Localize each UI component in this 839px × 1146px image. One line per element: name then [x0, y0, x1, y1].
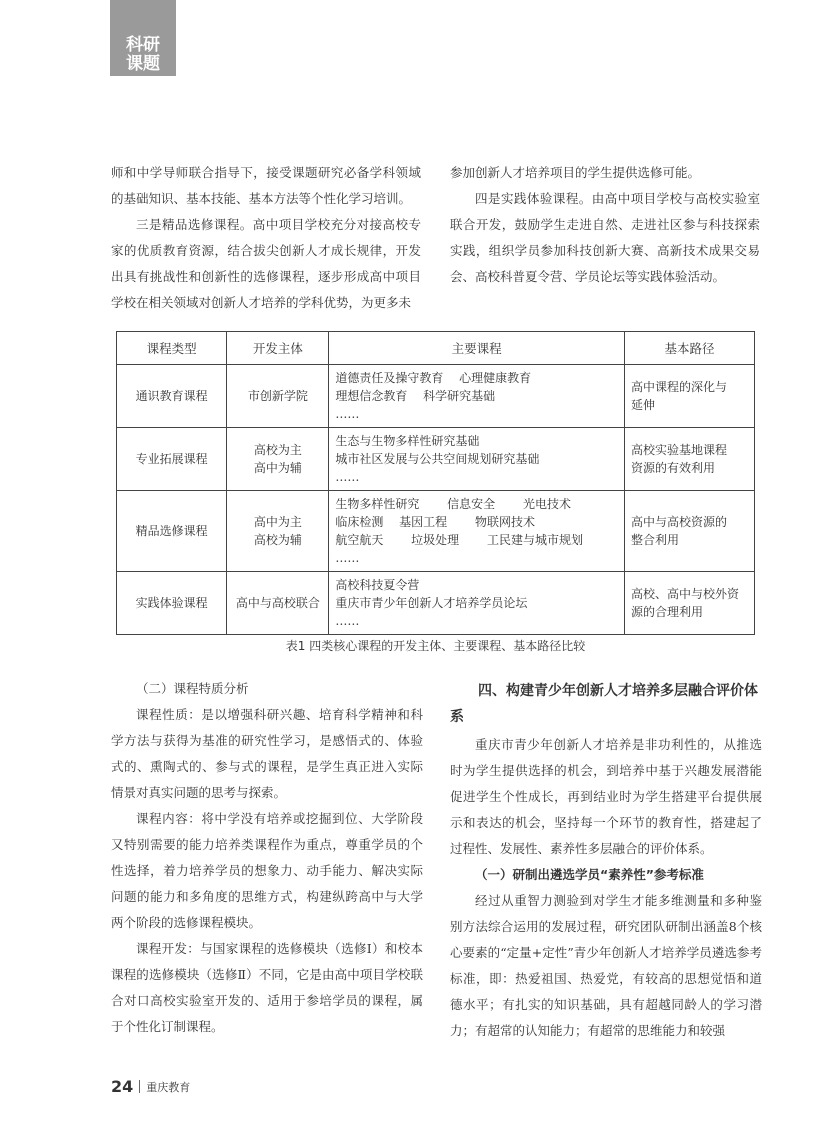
path-cell: 高中与高校资源的 整合利用: [625, 491, 755, 572]
path-cell: 高中课程的深化与 延伸: [625, 365, 755, 428]
subject-cell: 市创新学院: [227, 365, 329, 428]
table-row: [117, 428, 755, 491]
subject-cell: 高校为主 高中为辅: [227, 428, 329, 491]
column-header-subject: 开发主体: [227, 332, 329, 365]
course-comparison-table: [116, 331, 755, 635]
path-cell: 高校、高中与校外资 源的合理利用: [625, 572, 755, 635]
paragraph: 重庆市青少年创新人才培养是非功利性的，从推选时为学生提供选择的机会，到培养中基于兴趣发展潜能促进学生个性成长，再到结业时为学生搭建平台提供展示和表达的机会，坚持每一个环节的教育性，搭建起了过程性、发展性、素养性多层融合的评价体系。: [450, 737, 762, 856]
courses-cell: 道德责任及操守教育 心理健康教育 理想信念教育 科学研究基础 ……: [329, 365, 625, 428]
subheading: （一）研制出遴选学员“素养性”参考标准: [475, 867, 704, 882]
table-caption: 表1 四类核心课程的开发主体、主要课程、基本路径比较: [285, 639, 586, 653]
paragraph: 参加创新人才培养项目的学生提供选修可能。: [450, 165, 701, 180]
courses-cell: 生物多样性研究 信息安全 光电技术 临床检测 基因工程 物联网技术 航空航天 垃圾处理 工民建与城市规划 ……: [329, 491, 625, 572]
section-tag: [110, 0, 176, 76]
column-header-type: 课程类型: [117, 332, 227, 365]
column-header-courses: 主要课程: [329, 332, 625, 365]
bottom-right-column: [450, 676, 762, 1044]
table-header-row: [117, 332, 755, 365]
page-footer: [111, 1077, 190, 1096]
course-type-cell: 专业拓展课程: [117, 428, 227, 491]
table-row: [117, 572, 755, 635]
top-left-column: [111, 160, 421, 316]
subheading: （二）课程特质分析: [136, 681, 249, 696]
table-row: [117, 491, 755, 572]
path-cell: 高校实验基地课程 资源的有效利用: [625, 428, 755, 491]
course-type-cell: 通识教育课程: [117, 365, 227, 428]
section-tag-line2: 课题: [126, 54, 160, 74]
page-number: 24: [111, 1077, 134, 1096]
paragraph: 课程性质：是以增强科研兴趣、培育科学精神和科学方法与获得为基准的研究性学习，是感悟式的、体验式的、熏陶式的、参与式的课程，是学生真正进入实际情景对真实问题的思考与探索。: [111, 707, 423, 800]
course-type-cell: 实践体验课程: [117, 572, 227, 635]
courses-cell: 高校科技夏令营 重庆市青少年创新人才培养学员论坛 ……: [329, 572, 625, 635]
paragraph: 三是精品选修课程。高中项目学校充分对接高校专家的优质教育资源，结合拔尖创新人才成长规律，开发出具有挑战性和创新性的选修课程，逐步形成高中项目学校在相关领域对创新人才培养的学科优势，为更多未: [111, 217, 421, 310]
paragraph: 师和中学导师联合指导下，接受课题研究必备学科领域的基础知识、基本技能、基本方法等个性化学习培训。: [111, 165, 421, 206]
paragraph: 四是实践体验课程。由高中项目学校与高校实验室联合开发，鼓励学生走进自然、走进社区参与科技探索实践，组织学员参加科技创新大赛、高新技术成果交易会、高校科普夏令营、学员论坛等实践体验活动。: [450, 191, 760, 284]
journal-name: 重庆教育: [146, 1080, 191, 1094]
courses-cell: 生态与生物多样性研究基础 城市社区发展与公共空间规划研究基础 ……: [329, 428, 625, 491]
table-row: [117, 365, 755, 428]
subject-cell: 高中为主 高校为辅: [227, 491, 329, 572]
paragraph: 课程开发：与国家课程的选修模块（选修Ⅰ）和校本课程的选修模块（选修Ⅱ）不同，它是由高中项目学校联合对口高校实验室开发的、适用于参培学员的课程，属于个性化订制课程。: [111, 941, 423, 1034]
column-header-path: 基本路径: [625, 332, 755, 365]
section-tag-line1: 科研: [126, 35, 160, 55]
paragraph: 课程内容：将中学没有培养或挖掘到位、大学阶段又特别需要的能力培养类课程作为重点，尊重学员的个性选择，着力培养学员的想象力、动手能力、解决实际问题的能力和多角度的思维方式，构建纵跨高中与大学两个阶段的选修课程模块。: [111, 811, 423, 930]
subject-cell: 高中与高校联合: [227, 572, 329, 635]
course-type-cell: 精品选修课程: [117, 491, 227, 572]
paragraph: 经过从重智力测验到对学生才能多维测量和多种鉴别方法综合运用的发展过程，研究团队研制出涵盖8个核心要素的“定量+定性”青少年创新人才培养学员遴选参考标准，即：热爱祖国、热爱党，有较高的思想觉悟和道德水平；有扎实的知识基础，具有超越同龄人的学习潜力；有超常的认知能力；有超常的思维能力和较强: [450, 893, 762, 1038]
section-title: 四、构建青少年创新人才培养多层融合评价体系: [450, 683, 758, 725]
bottom-left-column: [111, 676, 423, 1040]
footer-divider: [139, 1080, 140, 1093]
top-right-column: [450, 160, 760, 290]
